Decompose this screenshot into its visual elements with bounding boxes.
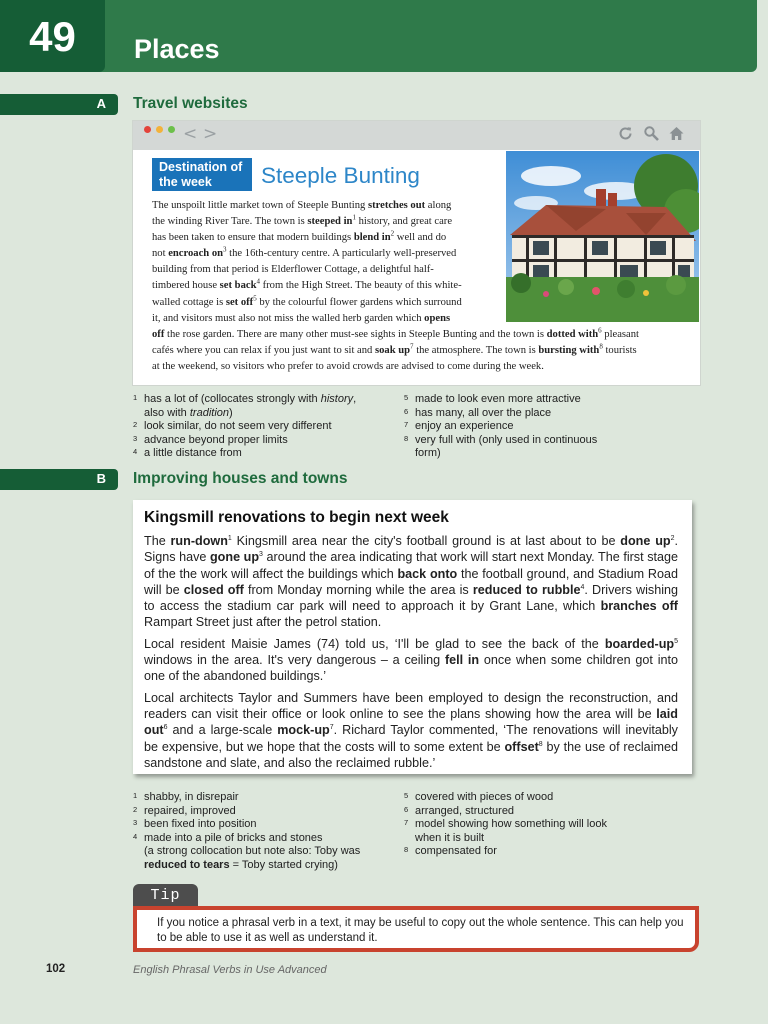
passage-line: The unspoilt little market town of Steeple Bunting stretches out along xyxy=(152,200,452,211)
footnote: 3 advance beyond proper limits xyxy=(133,433,288,446)
section-a-marker xyxy=(0,94,118,115)
footnote: 6 arranged, structured xyxy=(404,804,515,817)
back-arrow-icon[interactable]: < xyxy=(183,124,198,144)
destination-name: Steeple Bunting xyxy=(261,163,420,188)
passage-line: it, and visitors must also not miss the walled herb garden which opens xyxy=(152,312,451,324)
tip-box xyxy=(133,906,699,952)
maximize-dot-icon xyxy=(168,126,175,133)
destination-badge-line1: Destination of xyxy=(159,160,243,174)
footnote: 4 made into a pile of bricks and stones (a strong collocation but note also: Toby was reduced to tears = Toby started crying) xyxy=(133,831,361,871)
unit-number-box xyxy=(0,0,105,72)
travel-website-browser xyxy=(133,121,700,385)
footnote: 4 a little distance from xyxy=(133,447,242,459)
destination-badge-line2: the week xyxy=(159,175,212,189)
passage-line: building from that period is Elderflower Cottage, a delightful half- xyxy=(152,264,434,276)
passage-line: walled cottage is set off$^5$ by the colourful flower gardens which surround xyxy=(152,294,462,308)
footnote: 1 has a lot of (collocates strongly with history, also with tradition) xyxy=(133,393,357,419)
section-b-letter: B xyxy=(96,471,106,486)
article-paragraph: Local resident Maisie James (74) told us, ‘I'll be glad to see the back of the boarded-$up^5$ windows in the area. It's very dangerous – a ceiling fell in once when some children got into one of the abandoned buildings.’ xyxy=(144,636,678,684)
article-headline: Kingsmill renovations to begin next week xyxy=(144,509,449,526)
section-a-letter: A xyxy=(96,96,106,111)
footnote: 5 made to look even more attractive xyxy=(404,393,581,405)
unit-header xyxy=(0,0,757,72)
passage-line: has been taken to ensure that modern buildings blend $in^2$ well and do xyxy=(152,229,447,244)
section-b-marker xyxy=(0,469,118,490)
footnote: 7 enjoy an experience xyxy=(404,420,514,432)
reload-icon[interactable] xyxy=(617,125,634,146)
footnote: 8 compensated for xyxy=(404,845,497,857)
passage-line: cafés where you can relax if you just want to sit and soak $up^7$ the atmosphere. The town is bursting with$^8$ tourists xyxy=(152,342,637,356)
travel-passage xyxy=(152,198,697,375)
section-a-title: Travel websites xyxy=(133,95,248,112)
footnote: 5 covered with pieces of wood xyxy=(404,791,554,803)
article-paragraph: Local architects Taylor and Summers have been employed to design the reconstruction, and readers can visit their office or look online to see the plans showing how the area will be laid out$^6$ and a large-scale mock-$up^7$. Richard Taylor commented, ‘The renovations will inevitably be expensive, but we hope that the costs will to some extent be offset$^8$ by the use of reclaimed sandstone and slate, and also the reclaimed rubble.’ xyxy=(144,690,678,770)
browser-toolbar xyxy=(133,121,700,150)
footnotes-b-right xyxy=(404,791,684,859)
close-dot-icon xyxy=(144,126,151,133)
footnote: 8 very full with (only used in continuous form) xyxy=(404,433,598,459)
forward-arrow-icon[interactable]: > xyxy=(203,124,218,144)
book-title: English Phrasal Verbs in Use Advanced xyxy=(133,964,327,976)
news-article xyxy=(133,500,692,774)
passage-line: timbered house set back$^4$ from the High Street. The beauty of this white- xyxy=(152,277,462,292)
unit-title: Places xyxy=(134,34,220,64)
page-number: 102 xyxy=(46,963,66,975)
footnotes-a-right xyxy=(404,393,684,461)
passage-line: off the rose garden. There are many other must-see sights in Steeple Bunting and the town is dotted with$^6$ pleasant xyxy=(152,326,639,340)
section-b-title: Improving houses and towns xyxy=(133,470,348,487)
unit-number: 49 xyxy=(29,13,76,60)
footnote: 7 model showing how something will look when it is built xyxy=(404,818,607,844)
footnote: 3 been fixed into position xyxy=(133,818,257,830)
footnotes-b-left xyxy=(133,791,395,872)
minimize-dot-icon xyxy=(156,126,163,133)
home-icon[interactable] xyxy=(668,125,685,146)
passage-line: at the weekend, so visitors who prefer to avoid crowds are advised to come during the week. xyxy=(152,360,544,372)
article-body xyxy=(144,533,678,776)
passage-line: not encroach $on^3$ the 16th-century centre. A particularly well-preserved xyxy=(152,245,457,260)
tip-label: Tip xyxy=(133,884,198,907)
footnote: 2 repaired, improved xyxy=(133,804,236,817)
footnotes-a-left xyxy=(133,393,393,461)
tip-text: If you notice a phrasal verb in a text, it may be useful to copy out the whole sentence. This can help you to be able to use it as well as understand it. xyxy=(157,917,684,944)
destination-badge xyxy=(152,158,252,191)
footnote: 1 shabby, in disrepair xyxy=(133,791,239,803)
footnote: 2 look similar, do not seem very different xyxy=(133,420,332,432)
footnote: 6 has many, all over the place xyxy=(404,406,552,419)
passage-line: the winding River Tare. The town is steeped $in^1$ history, and great care xyxy=(152,213,453,228)
article-paragraph: The run-down$^1$ Kingsmill area near the city's football ground is at last about to be done $up^2$. Signs have gone $up^3$ around the area indicating that work will start next Monday. The first stage of the the work will affect the buildings which back onto the football ground, and Stadium Road will be closed off from Monday morning while the area is reduced to rubble$^4$. Drivers wishing to access the stadium car park will need to approach it by Grant Lane, which branches off Rampart Street just after the petrol station. xyxy=(144,534,678,630)
search-icon[interactable] xyxy=(643,125,660,146)
